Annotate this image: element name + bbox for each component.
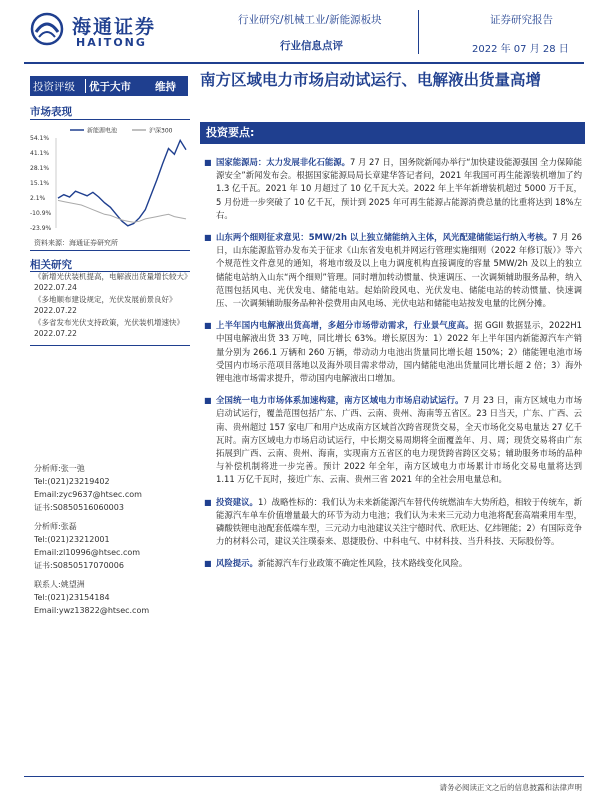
key-point-lead: 上半年国内电解液出货高增，多超分市场带动需求，行业景气度高。 bbox=[216, 320, 474, 331]
report-title: 南方区域电力市场启动试运行、电解液出货量高增 bbox=[200, 70, 542, 89]
report-label: 证券研究报告 bbox=[490, 14, 553, 26]
key-point-text: 1）战略性标的：我们认为未来新能源汽车替代传统燃油车大势所趋，相较于传统车，新能源汽车单车价值增量最大的环节为动力电池；我们认为未来三元动力电池将配套高端乘用车型，磷酸铁锂电池配套低端车型，三元动力电池建议关注宁德时代、欣旺达、亿纬锂能；2）有国际竞争力的材料公司，建议关注璞泰来、恩捷股份、中科电气、中材科技、当升科技、天际股份等。 bbox=[216, 496, 583, 547]
key-point-paragraph bbox=[204, 496, 582, 549]
y-tick-label: 2.1% bbox=[30, 195, 46, 202]
analyst-name: 分析师:张磊 bbox=[34, 522, 77, 531]
investment-rating-bar bbox=[30, 76, 188, 96]
chart-source: 资料来源：海通证券研究所 bbox=[34, 239, 118, 247]
related-bottom-rule bbox=[30, 345, 190, 346]
haitong-logo bbox=[30, 10, 180, 54]
market-performance-rule bbox=[30, 119, 190, 120]
market-performance-chart bbox=[30, 124, 190, 234]
analyst-email[interactable]: Email:ywz13822@htsec.com bbox=[34, 606, 150, 615]
analyst-tel: Tel:(021)23212001 bbox=[34, 535, 110, 544]
key-point-lead: 全国统一电力市场体系加速构建，南方区域电力市场启动试运行。 bbox=[216, 395, 464, 406]
report-header bbox=[0, 0, 600, 62]
related-research-item[interactable]: 《多省发布光伏支持政策，光伏装机增速快》2022.07.22 bbox=[34, 318, 184, 338]
analyst-cert: 证书:S0850517070006 bbox=[34, 561, 124, 570]
bullet-icon: ■ bbox=[204, 497, 212, 507]
analyst-email[interactable]: Email:zl10996@htsec.com bbox=[34, 548, 141, 557]
y-tick-label: 54.1% bbox=[30, 135, 50, 142]
logo-english-text: HAITONG bbox=[76, 36, 147, 49]
analyst-name: 联系人:姚望洲 bbox=[34, 580, 85, 589]
analyst-email[interactable]: Email:zyc9637@htsec.com bbox=[34, 490, 142, 499]
key-points-header: 投资要点: bbox=[200, 122, 585, 144]
disclaimer-note: 请务必阅读正文之后的信息披露和法律声明 bbox=[439, 783, 582, 792]
rating-status: 维持 bbox=[155, 80, 176, 93]
report-type: 行业信息点评 bbox=[280, 40, 343, 52]
report-category: 行业研究/机械工业/新能源板块 bbox=[238, 14, 382, 26]
footer-rule bbox=[24, 776, 584, 777]
analyst-name: 分析师:张一弛 bbox=[34, 464, 85, 473]
key-point-text: 7 月 23 日，南方区域电力市场启动试运行，覆盖范围包括广东、广西、云南、贵州、海南等五省区。23 日当天，广东、广西、云南、贵州超过 157 家电厂和用户达成南方区域首次跨省现货交易，全天市场化交易电量达 27 亿千瓦时。南方区域电力市场启动试运行，中长期交易周期将全面覆盖年、月、周；现货交易将由广东拓展到广西、云南、贵州、海南，实现南方五省区的电力现货跨省跨区交易；辅助服务市场的品种与补偿机制将进一步完善。预计 2022 年全年，南方区域电力市场累计市场化交易电量将达到 1.11 万亿千瓦时，接近广东、云南、贵州三省 2021 年的全社会用电量总和。 bbox=[216, 395, 582, 485]
y-tick-label: 15.1% bbox=[30, 180, 50, 187]
report-date: 2022 年 07 月 28 日 bbox=[472, 44, 569, 55]
bullet-icon: ■ bbox=[204, 233, 212, 243]
key-point-paragraph bbox=[204, 394, 582, 486]
rating-separator bbox=[85, 79, 86, 93]
key-point-text: 据 GGII 数据显示，2022H1 中国电解液出货 33 万吨，同比增长 63%。增长原因为：1）2022 年上半年国内新能源汽车产销量分别为 266.1 万辆和 260 万辆，带动动力电池出货量同比增长超 150%；2）储能锂电池市场受国内市场示范项目落地以及海外项目需求带动，国内储能电池出货量同比增长超 2 倍；3）海外锂电池市场需求提升，带动国内电解液出口增加。 bbox=[216, 320, 582, 384]
key-point-paragraph bbox=[204, 557, 582, 570]
header-divider bbox=[418, 10, 419, 54]
key-point-text: 7 月 27 日，国务院新闻办举行“加快建设能源强国 全力保障能源安全”新闻发布会。根据国家能源局局长章建华答记者问，2021 年我国可再生能源装机增加了约 1.3 亿千瓦。2021 年 10 月超过了 10 亿千瓦大关。2022 年上半年新增装机超过 5000 万千瓦，5 月份进一步突破了 10 亿千瓦，预计到 2025 年可再生能源占能源消费总量的比重将达到 18%左右。 bbox=[216, 157, 582, 220]
related-research-title: 相关研究 bbox=[30, 259, 72, 271]
legend-label: 沪深300 bbox=[149, 127, 173, 135]
market-performance-title: 市场表现 bbox=[30, 106, 72, 118]
key-point-lead: 国家能源局：太力发展非化石能源。 bbox=[216, 157, 351, 167]
y-tick-label: -23.9% bbox=[30, 225, 52, 232]
key-point-lead: 山东两个细则征求意见：5MW/2h 以上独立储能纳入主体，风光配建储能运行纳入考核。 bbox=[216, 232, 553, 243]
y-tick-label: 28.1% bbox=[30, 165, 50, 172]
y-tick-label: -10.9% bbox=[30, 210, 52, 217]
logo-chinese-text: 海通证券 bbox=[72, 16, 157, 38]
key-point-lead: 风险提示。 bbox=[216, 558, 258, 569]
analyst-tel: Tel:(021)23154184 bbox=[34, 593, 110, 602]
series-line-1 bbox=[58, 140, 186, 225]
series-line-2 bbox=[58, 200, 186, 222]
bullet-icon: ■ bbox=[204, 559, 212, 569]
bullet-icon: ■ bbox=[204, 396, 212, 406]
key-points-content bbox=[204, 156, 582, 580]
key-point-text: 新能源汽车行业政策不确定性风险，技术路线变化风险。 bbox=[257, 558, 468, 569]
haitong-logo-icon bbox=[30, 12, 64, 46]
analyst-tel: Tel:(021)23219402 bbox=[34, 477, 110, 486]
related-research-item[interactable]: 《多地顺布建设规定，光伏发展前景良好》2022.07.22 bbox=[34, 295, 177, 315]
chart-bottom-rule bbox=[30, 250, 190, 251]
related-research-list bbox=[34, 272, 190, 341]
key-point-lead: 投资建议。 bbox=[216, 496, 258, 507]
key-point-text: 7 月 26 日，山东能源监管办发布关于征求《山东省发电机并网运行管理实施细则（2022 年修订版）》等六个规范性文件意见的通知，将地市级及以上电力调度机构直接调度的容量 5MW/2h 及以上的独立储能电站纳入山东“两个细则”管理。同时增加转动惯量、快速调压、一次调频辅助服务品种，纳入范围包括风电、光伏发电、储能电站。起始阶段风电、光伏发电、储能电站的转动惯量、快速调压、一次调频辅助服务品种补偿费用由风电场、光伏电站和储能电站按发电量的比例分摊。 bbox=[216, 232, 582, 309]
bullet-icon: ■ bbox=[204, 158, 212, 167]
key-point-paragraph bbox=[204, 319, 582, 385]
bullet-icon: ■ bbox=[204, 321, 212, 331]
key-point-paragraph bbox=[204, 156, 582, 222]
y-tick-label: 41.1% bbox=[30, 150, 50, 157]
rating-value: 优于大市 bbox=[89, 80, 131, 93]
rating-label: 投资评级 bbox=[33, 80, 75, 93]
related-research-item[interactable]: 《新增光伏装机提高，电解液出货量增长较大》2022.07.24 bbox=[34, 272, 188, 292]
key-point-paragraph bbox=[204, 231, 582, 310]
analyst-contacts bbox=[34, 462, 190, 617]
analyst-cert: 证书:S0850516060003 bbox=[34, 503, 124, 512]
legend-label: 新能源电池 bbox=[87, 127, 118, 135]
header-rule bbox=[24, 62, 584, 64]
